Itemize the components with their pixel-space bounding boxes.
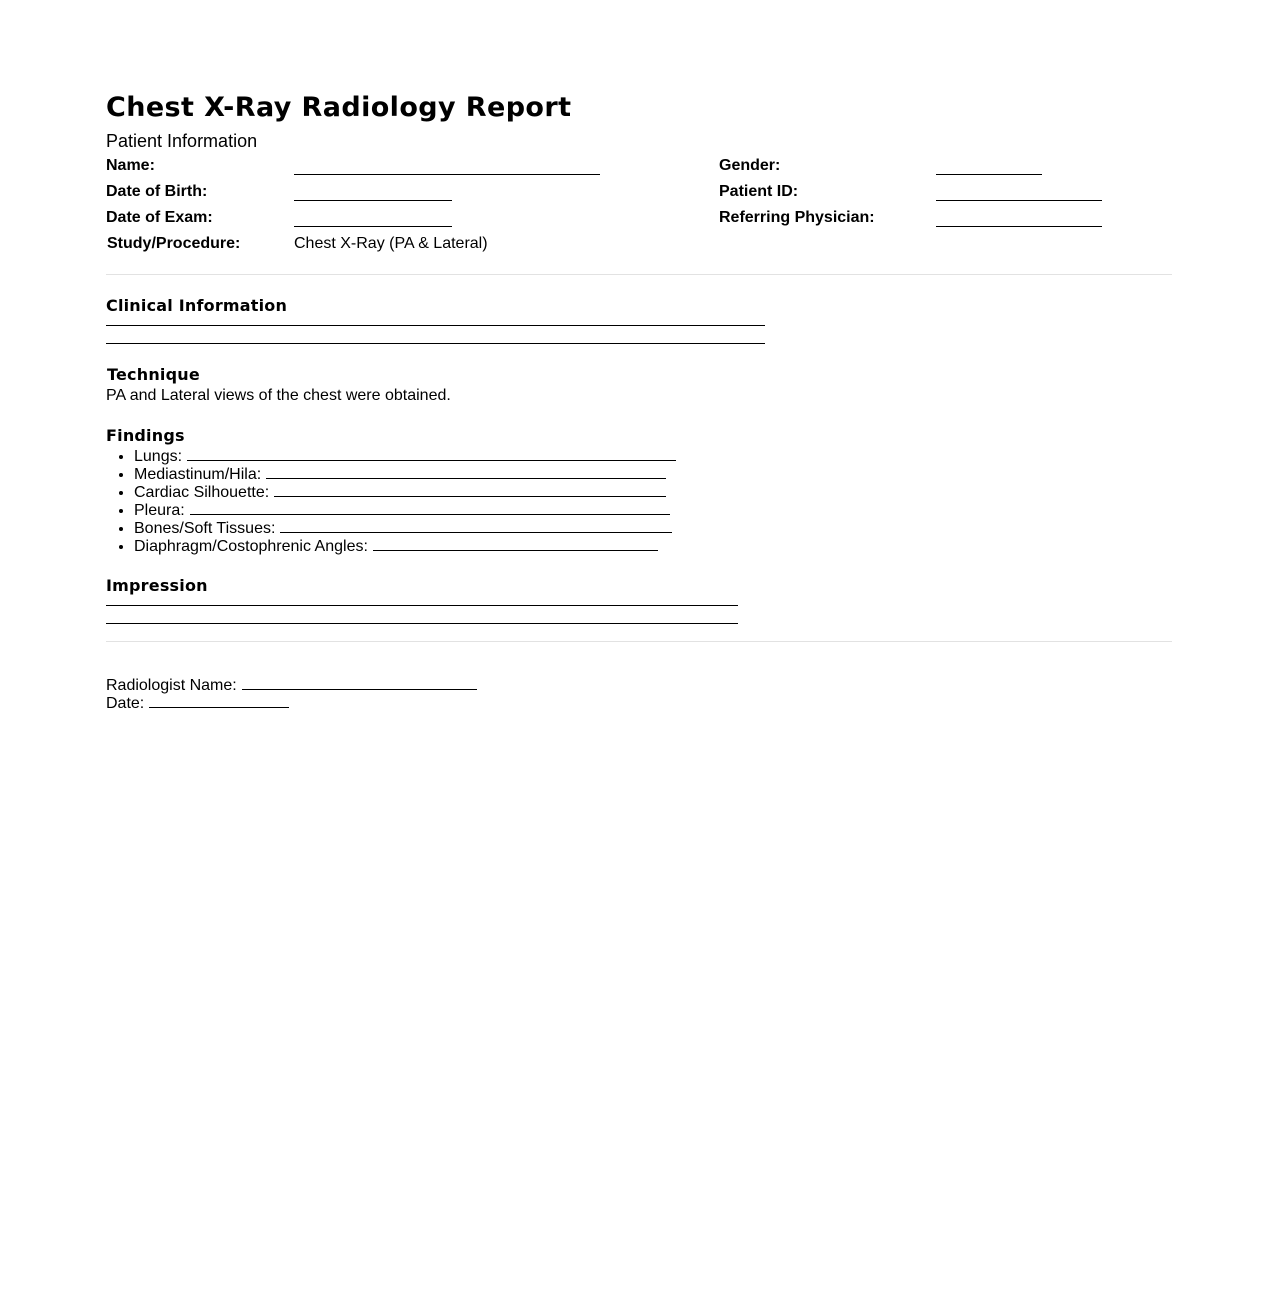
finding-item-cardiac: • Cardiac Silhouette: [134,484,1172,502]
exam-date-label: Date of Exam: [106,209,213,226]
impression-heading: Impression [106,576,208,595]
study-label: Study/Procedure: [107,235,241,252]
dob-label: Date of Birth: [106,183,208,200]
radiologist-field[interactable] [242,677,477,690]
pleura-field[interactable] [190,502,670,515]
exam-date-field[interactable] [294,226,452,227]
cardiac-field[interactable] [274,484,666,497]
findings-list [106,448,1172,556]
diaphragm-field[interactable] [373,538,658,551]
report-title: Chest X-Ray Radiology Report [106,92,572,123]
lungs-field[interactable] [187,448,676,461]
finding-item-mediastinum: • Mediastinum/Hila: [134,466,1172,484]
info-row-name [106,156,1172,182]
bones-field[interactable] [280,520,672,533]
referring-physician-label: Referring Physician: [719,209,875,226]
patient-info-grid [106,156,1172,260]
gender-field[interactable] [936,174,1042,175]
clinical-heading: Clinical Information [106,296,288,315]
info-row-study [106,234,1172,260]
signature-date-label: Date: [106,695,145,712]
radiologist-label: Radiologist Name: [106,677,237,694]
info-row-exam-date [106,208,1172,234]
mediastinum-field[interactable] [266,466,666,479]
name-field[interactable] [294,174,600,175]
findings-heading: Findings [106,426,185,445]
patient-id-field[interactable] [936,200,1102,201]
referring-physician-field[interactable] [936,226,1102,227]
gender-label: Gender: [719,157,781,174]
finding-item-lungs: • Lungs: [134,448,1172,466]
patient-id-label: Patient ID: [719,183,799,200]
finding-item-bones: • Bones/Soft Tissues: [134,520,1172,538]
signature-date-row [106,695,1172,713]
radiologist-row [106,677,1172,695]
finding-item-pleura: • Pleura: [134,502,1172,520]
signature-date-field[interactable] [149,695,289,708]
technique-text: PA and Lateral views of the chest were obtained. [106,387,451,404]
patient-info-heading: Patient Information [106,131,258,151]
info-row-dob [106,182,1172,208]
study-value: Chest X-Ray (PA & Lateral) [294,235,488,252]
dob-field[interactable] [294,200,452,201]
name-label: Name: [106,157,155,174]
technique-heading: Technique [107,365,200,384]
finding-item-diaphragm: • Diaphragm/Costophrenic Angles: [134,538,1172,556]
